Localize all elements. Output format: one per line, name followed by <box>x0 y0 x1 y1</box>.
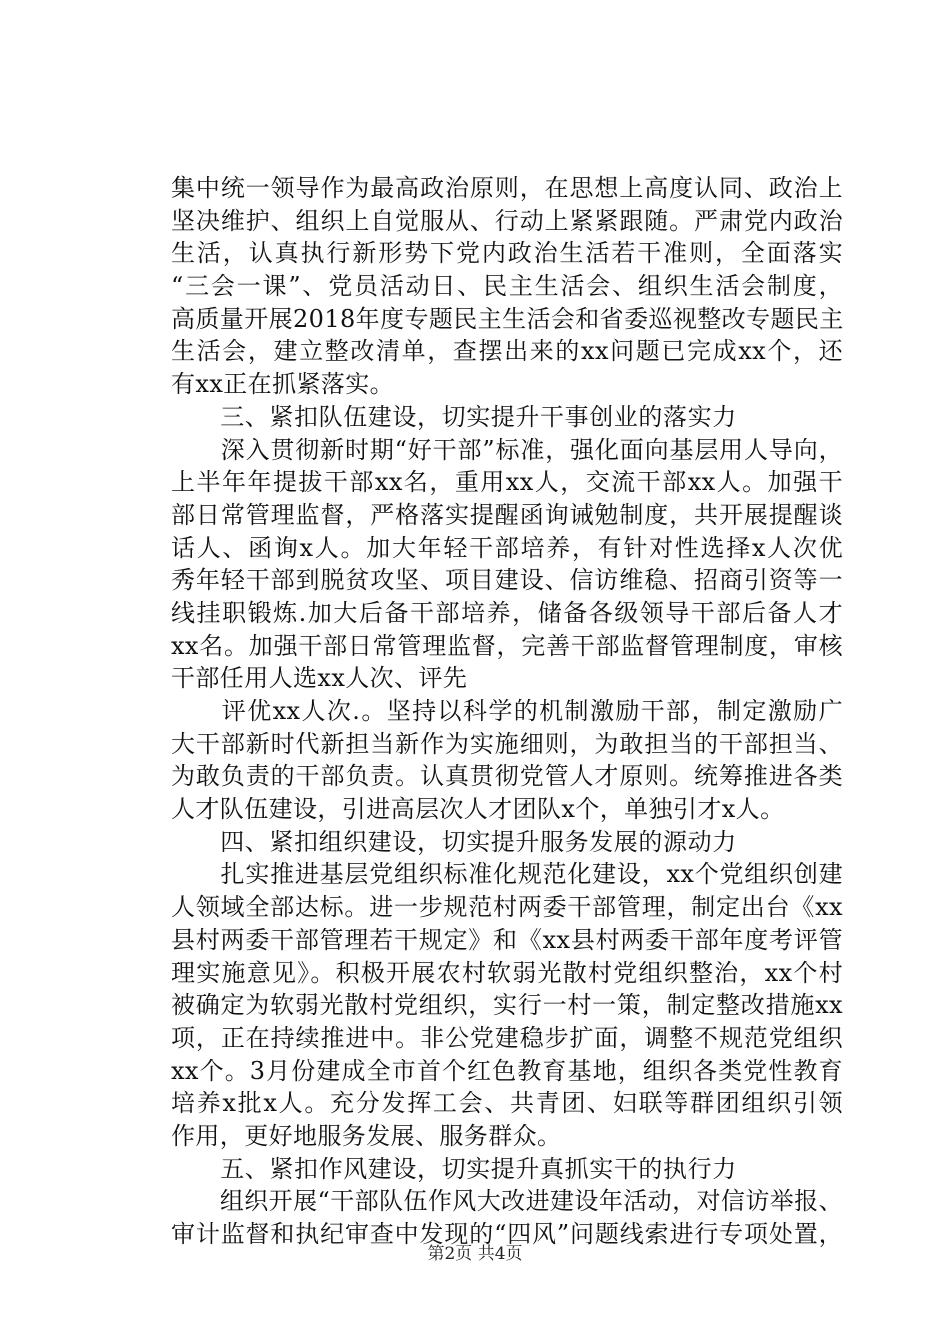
paragraph-line: xx名。加强干部日常管理监督，完善干部监督管理制度，审核 <box>171 631 843 660</box>
section-heading: 三、紧扣队伍建设，切实提升干事创业的落实力 <box>171 402 737 431</box>
paragraph-line: 被确定为软弱光散村党组织，实行一村一策，制定整改措施xx <box>171 991 843 1020</box>
paragraph-line: 部日常管理监督，严格落实提醒函询诫勉制度，共开展提醒谈 <box>171 500 843 529</box>
section-heading: 五、紧扣作风建设，切实提升真抓实干的执行力 <box>171 1154 737 1183</box>
paragraph-line: xx个。3月份建成全市首个红色教育基地，组织各类党性教育 <box>171 1056 843 1085</box>
document-body <box>171 172 843 1251</box>
paragraph-line: 生活，认真执行新形势下党内政治生活若干准则，全面落实 <box>171 239 843 268</box>
paragraph-line: 集中统一领导作为最高政治原则，在思想上高度认同、政治上 <box>171 174 843 202</box>
paragraph-line: 线挂职锻炼.加大后备干部培养，储备各级领导干部后备人才 <box>171 598 843 627</box>
paragraph-line: 培养x批x人。充分发挥工会、共青团、妇联等群团组织引领 <box>171 1089 843 1118</box>
paragraph-line: 干部任用人选xx人次、评先 <box>171 664 468 693</box>
paragraph-line: “三会一课”、党员活动日、民主生活会、组织生活会制度， <box>171 272 843 301</box>
paragraph-line: 人领域全部达标。进一步规范村两委干部管理，制定出台《xx <box>171 893 843 922</box>
paragraph-line: 秀年轻干部到脱贫攻坚、项目建设、信访维稳、招商引资等一 <box>171 566 843 595</box>
paragraph-line: 话人、函询x人。加大年轻干部培养，有针对性选择x人次优 <box>171 533 843 562</box>
paragraph-line: 作用，更好地服务发展、服务群众。 <box>171 1121 562 1150</box>
section-heading: 四、紧扣组织建设，切实提升服务发展的源动力 <box>171 827 737 856</box>
paragraph-line: 组织开展“干部队伍作风大改进建设年活动，对信访举报、 <box>171 1187 843 1216</box>
paragraph-line: 大干部新时代新担当新作为实施细则，为敢担当的干部担当、 <box>171 729 843 758</box>
paragraph-line: 为敢负责的干部负责。认真贯彻党管人才原则。统筹推进各类 <box>171 762 843 791</box>
page-footer: 第2页 共4页 <box>427 1244 523 1264</box>
paragraph-line: 理实施意见》。积极开展农村软弱光散村党组织整治，xx个村 <box>171 958 843 987</box>
paragraph-line: 审计监督和执纪审查中发现的“四风”问题线索进行专项处置， <box>171 1220 843 1248</box>
paragraph-line: 上半年年提拔干部xx名，重用xx人，交流干部xx人。加强干 <box>171 468 843 497</box>
paragraph-line: 扎实推进基层党组织标准化规范化建设，xx个党组织创建 <box>171 860 843 889</box>
paragraph-line: 深入贯彻新时期“好干部”标准，强化面向基层用人导向， <box>171 435 843 464</box>
paragraph-line: 生活会，建立整改清单，查摆出来的xx问题已完成xx个，还 <box>171 337 843 366</box>
paragraph-line: 项，正在持续推进中。非公党建稳步扩面，调整不规范党组织 <box>171 1023 843 1052</box>
paragraph-line: 坚决维护、组织上自觉服从、行动上紧紧跟随。严肃党内政治 <box>171 206 843 235</box>
paragraph-line: 人才队伍建设，引进高层次人才团队x个，单独引才x人。 <box>171 795 785 824</box>
paragraph-line: 有xx正在抓紧落实。 <box>171 370 395 399</box>
paragraph-line: 县村两委干部管理若干规定》和《xx县村两委干部年度考评管 <box>171 925 843 954</box>
paragraph-line: 高质量开展2018年度专题民主生活会和省委巡视整改专题民主 <box>171 304 844 333</box>
paragraph-line: 评优xx人次.。坚持以科学的机制激励干部，制定激励广 <box>171 697 843 725</box>
